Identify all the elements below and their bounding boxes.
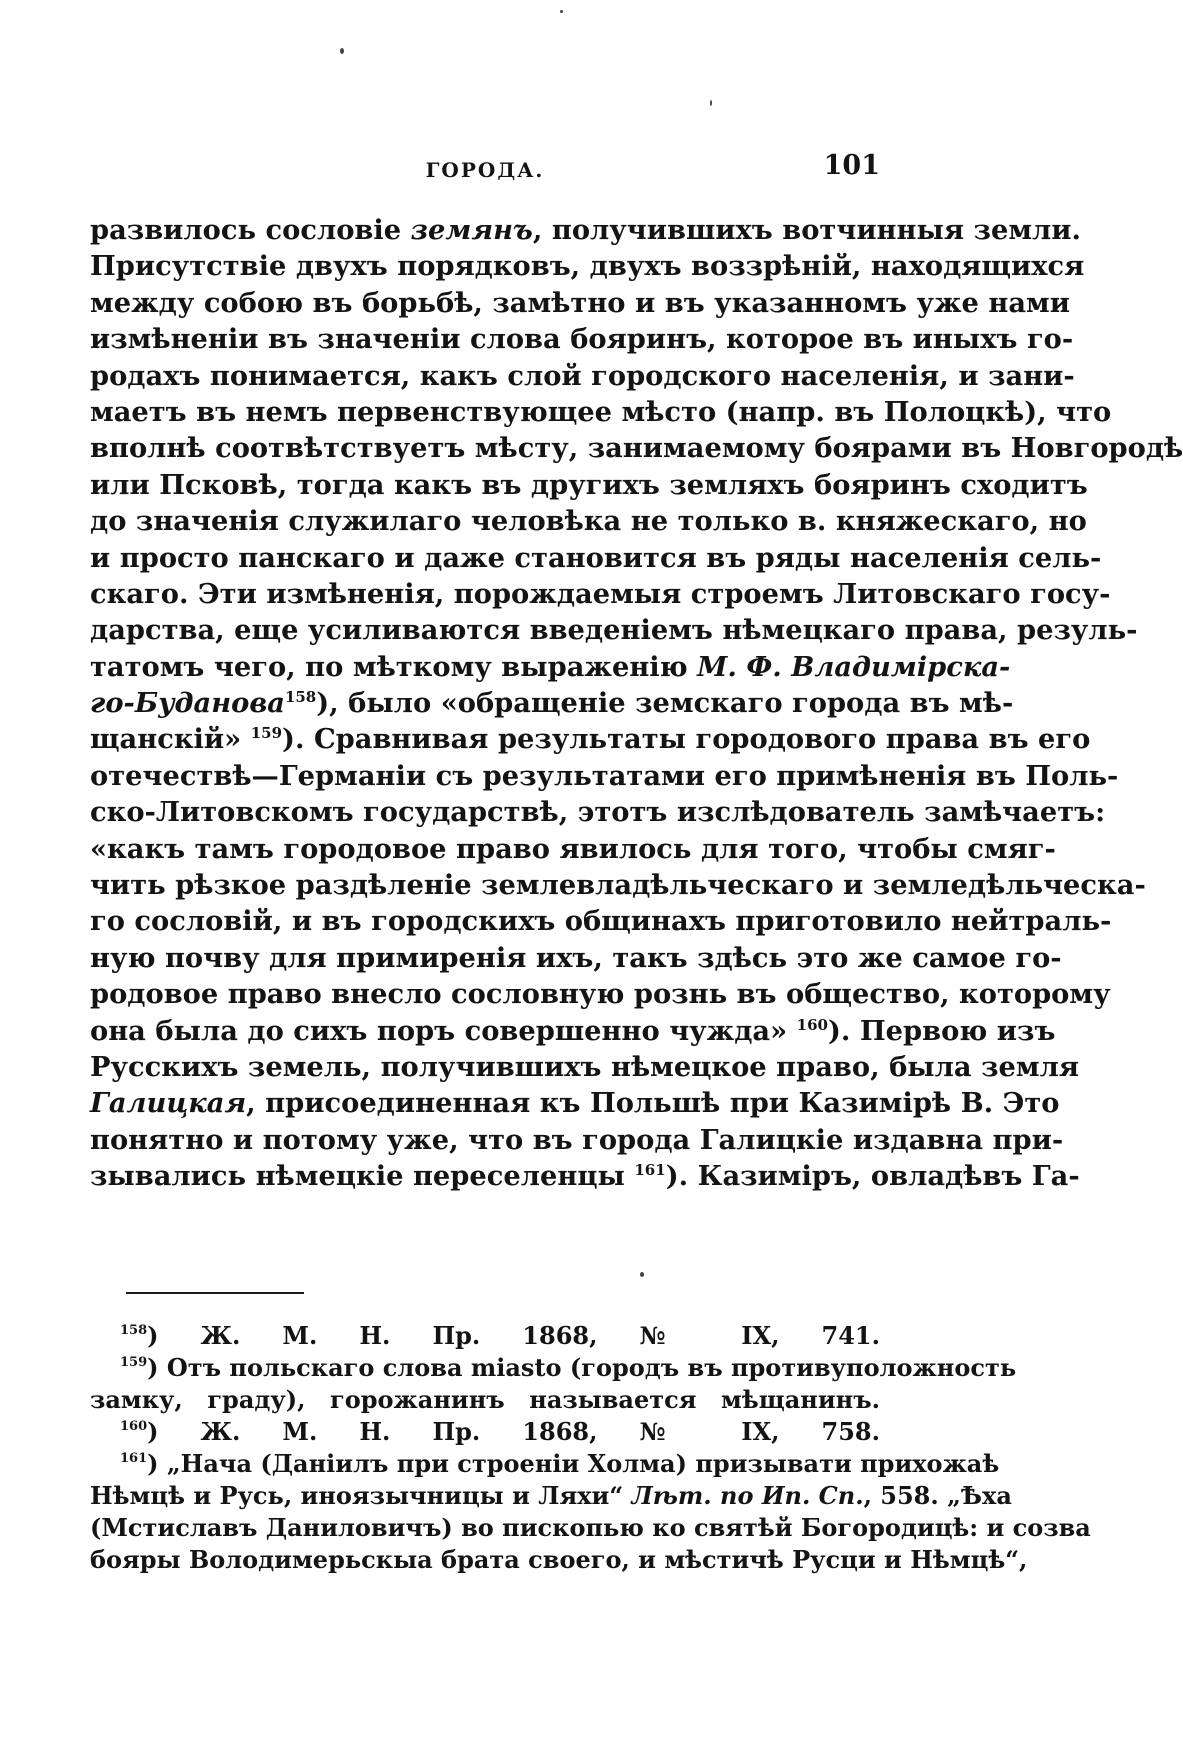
text-run: ). Казиміръ, овладѣвъ Га- xyxy=(665,1160,1080,1193)
text-run: бояры Володимерьскыа брата своего, и мѣстичѣ Русци и Нѣмцѣ“, xyxy=(90,1545,1028,1574)
text-line xyxy=(90,248,1085,284)
page-number: 101 xyxy=(823,150,880,181)
italic-text: го-Буданова xyxy=(90,687,285,720)
text-run: ную почву для примиренія ихъ, такъ здѣсь это же самое го- xyxy=(90,941,1062,974)
text-run: ) Ж. М. Н. Пр. 1868, № IX, 741. xyxy=(147,1321,880,1350)
text-run: отечествѣ—Германіи съ результатами его примѣненія въ Поль- xyxy=(90,759,1119,792)
text-run: понятно и потому уже, что въ города Галицкіе издавна при- xyxy=(90,1123,1064,1156)
text-run: ) Ж. М. Н. Пр. 1868, № IX, 758. xyxy=(147,1417,880,1446)
paper-speck xyxy=(560,10,563,13)
text-line xyxy=(90,685,1014,721)
text-run: ) Отъ польскаго слова miasto (городъ въ противуположность xyxy=(147,1353,1017,1382)
text-run: зывались нѣмецкіе переселенцы xyxy=(90,1160,635,1193)
text-line xyxy=(90,358,1075,394)
text-line xyxy=(90,976,1111,1012)
text-line xyxy=(90,540,1102,576)
text-run: до значенія служилаго человѣка не только в. княжескаго, но xyxy=(90,505,1087,538)
footnote-line xyxy=(90,1480,1012,1512)
footnote-line xyxy=(90,1512,1091,1544)
text-line xyxy=(90,940,1062,976)
footnote-line xyxy=(90,1320,880,1352)
text-run: , 558. „Ѣха xyxy=(863,1481,1012,1510)
text-run: Нѣмцѣ и Русь, иноязычницы и Ляхи“ xyxy=(90,1481,632,1510)
text-run: Присутствіе двухъ порядковъ, двухъ воззрѣній, находящихся xyxy=(90,250,1085,283)
text-run: «какъ тамъ городовое право явилось для того, чтобы смяг- xyxy=(90,832,1056,865)
text-run: маетъ въ немъ первенствующее мѣсто (напр. въ Полоцкѣ), что xyxy=(90,395,1112,428)
text-line xyxy=(90,1049,1080,1085)
text-run: ско-Литовскомъ государствѣ, этотъ изслѣдователь замѣчаетъ: xyxy=(90,796,1106,829)
text-line xyxy=(90,794,1106,830)
text-line xyxy=(90,903,1112,939)
footnote-line xyxy=(90,1416,880,1448)
footnote-number: 160 xyxy=(120,1419,148,1434)
text-line xyxy=(90,285,1070,321)
text-run: чить рѣзкое раздѣленіе землевладѣльческаго и земледѣльческа- xyxy=(90,869,1146,902)
text-run: родахъ понимается, какъ слой городского населенія, и зани- xyxy=(90,359,1075,392)
text-line xyxy=(90,394,1112,430)
text-run: го сословій, и въ городскихъ общинахъ приготовило нейтраль- xyxy=(90,905,1112,938)
footnotes xyxy=(90,1320,1091,1576)
text-run: вполнѣ соотвѣтствуетъ мѣсту, занимаемому боярами въ Новгородѣ xyxy=(90,432,1183,465)
footnote-number: 161 xyxy=(120,1451,148,1466)
text-line xyxy=(90,321,1074,357)
page-header xyxy=(90,150,880,190)
text-run: дарства, еще усиливаются введеніемъ нѣмецкаго права, резуль- xyxy=(90,614,1138,647)
text-line xyxy=(90,212,1082,248)
text-line xyxy=(90,1122,1064,1158)
text-line xyxy=(90,1013,1056,1049)
text-run: измѣненіи въ значеніи слова бояринъ, которое въ иныхъ го- xyxy=(90,323,1074,356)
text-line xyxy=(90,649,1011,685)
text-line xyxy=(90,831,1056,867)
italic-text: земянъ xyxy=(410,214,533,246)
footnote-line xyxy=(90,1544,1028,1576)
text-run: скаго. Эти измѣненія, порождаемыя строемъ Литовскаго госу- xyxy=(90,577,1111,610)
text-run: или Псковѣ, тогда какъ въ другихъ земляхъ бояринъ сходитъ xyxy=(90,468,1088,501)
paper-speck xyxy=(710,100,712,106)
main-text xyxy=(90,212,1183,1195)
italic-text: М. Ф. Владимірска- xyxy=(697,650,1011,683)
footnote-line xyxy=(90,1448,1000,1480)
text-line xyxy=(90,467,1088,503)
text-run: ). Сравнивая результаты городового права въ его xyxy=(282,723,1091,756)
text-run: , присоединенная къ Польшѣ при Казимірѣ В. Это xyxy=(246,1087,1060,1120)
text-run: замку, граду), горожанинъ называется мѣщанинъ. xyxy=(90,1385,880,1414)
footnote-reference: 161 xyxy=(634,1161,666,1180)
footnote-number: 158 xyxy=(120,1323,148,1338)
footnote-line xyxy=(90,1384,880,1416)
italic-text: Лѣт. по Ип. Сп. xyxy=(631,1481,864,1510)
text-line xyxy=(90,867,1146,903)
running-title: ГОРОДА. xyxy=(425,158,545,182)
text-line xyxy=(90,612,1138,648)
text-line xyxy=(90,721,1091,757)
text-line xyxy=(90,1158,1080,1194)
footnote-reference: 160 xyxy=(796,1015,828,1034)
text-run: ) „Нача (Даніилъ при строеніи Холма) призывати прихожаѣ xyxy=(147,1449,1000,1478)
footnote-reference: 158 xyxy=(284,688,317,707)
text-run: родовое право внесло сословную рознь въ общество, которому xyxy=(90,978,1111,1011)
text-run: ). Первою изъ xyxy=(827,1014,1056,1047)
text-line xyxy=(90,576,1111,612)
text-run: Русскихъ земель, получившихъ нѣмецкое право, была земля xyxy=(90,1050,1080,1083)
text-line xyxy=(90,430,1183,466)
text-run: между собою въ борьбѣ, замѣтно и въ указанномъ уже нами xyxy=(90,286,1070,319)
text-line xyxy=(90,503,1087,539)
footnote-number: 159 xyxy=(120,1355,148,1370)
footnote-line xyxy=(90,1352,1017,1384)
footnote-reference: 159 xyxy=(250,724,283,743)
paper-speck xyxy=(640,1272,644,1277)
text-run: (Мстиславъ Даниловичъ) во пископью ко святѣй Богородицѣ: и созва xyxy=(90,1513,1091,1542)
footnote-divider xyxy=(126,1292,304,1294)
italic-text: Галицкая xyxy=(90,1087,247,1120)
paper-speck xyxy=(340,48,344,54)
text-line xyxy=(90,758,1119,794)
text-run: развилось сословіе xyxy=(90,214,411,246)
text-run: щанскій» xyxy=(90,723,251,756)
text-run: и просто панскаго и даже становится въ ряды населенія сель- xyxy=(90,541,1102,574)
text-run: она была до сихъ поръ совершенно чужда» xyxy=(90,1014,797,1047)
text-run: , получившихъ вотчинныя земли. xyxy=(532,214,1082,246)
text-line xyxy=(90,1085,1060,1121)
text-run: татомъ чего, по мѣткому выраженію xyxy=(90,650,698,683)
text-run: ), было «обращеніе земскаго города въ мѣ- xyxy=(316,687,1014,720)
